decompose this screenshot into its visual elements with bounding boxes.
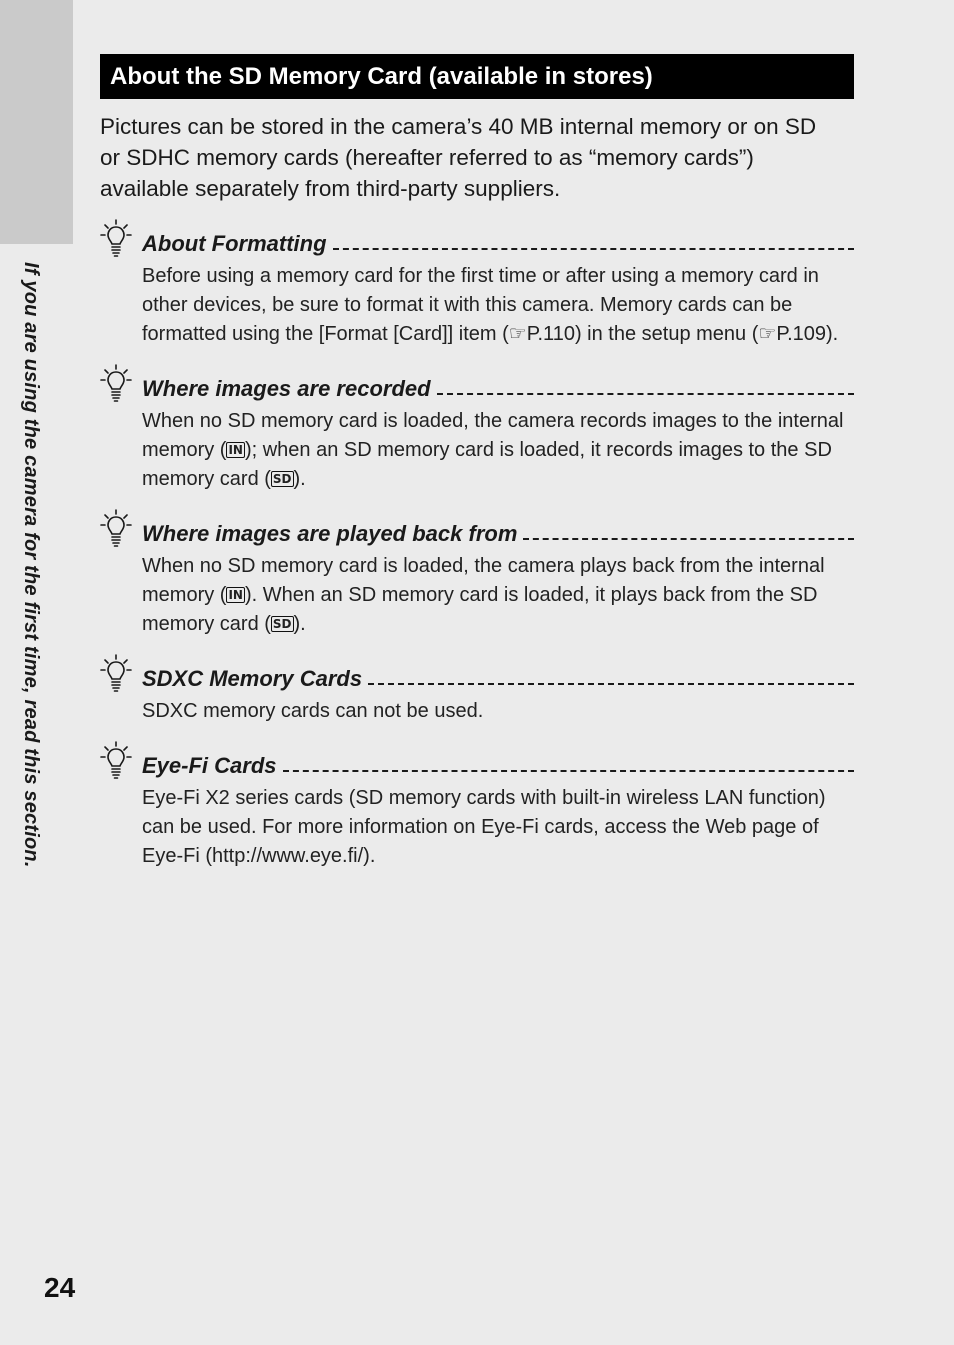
note-title: Eye-Fi Cards [142, 753, 277, 778]
lightbulb-icon [100, 218, 132, 258]
intro-paragraph: Pictures can be stored in the camera’s 40 MB internal memory or on SD or SDHC memory cards (hereafter referred to as “memory cards”) available separately from third-party suppliers. [100, 114, 817, 201]
note-where-images-recorded [100, 363, 854, 494]
dash-leader [368, 683, 854, 685]
lightbulb-icon [100, 508, 132, 548]
dash-leader [437, 393, 854, 395]
internal-memory-icon: IN [228, 443, 243, 457]
sd-card-icon: SD [272, 472, 292, 486]
dash-leader [523, 538, 854, 540]
note-body: When no SD memory card is loaded, the camera plays back from the internal memory ( IN ). When an SD memory card is loaded, it plays back from the SD memory card ( SD ). [142, 555, 825, 635]
lightbulb-icon [100, 363, 132, 403]
lightbulb-icon [100, 653, 132, 693]
note-title: SDXC Memory Cards [142, 666, 363, 691]
lightbulb-icon [100, 740, 132, 780]
note-title: About Formatting [142, 231, 327, 256]
sd-card-icon: SD [272, 617, 292, 631]
section-title: About the SD Memory Card (available in stores) [100, 54, 854, 99]
note-about-formatting [100, 218, 854, 349]
dash-leader [333, 248, 854, 250]
note-where-images-played-back [100, 508, 854, 639]
page-content [100, 54, 854, 871]
section-tab [0, 0, 73, 244]
page-reference: P.110 [526, 323, 575, 345]
internal-memory-icon: IN [228, 588, 243, 602]
note-title: Where images are played back from [142, 521, 518, 546]
pointing-hand-icon: ☞ [508, 323, 527, 345]
note-body: Before using a memory card for the first time or after using a memory card in other devices, be sure to format it with this camera. Memory cards can be formatted using the [Format [Card]] item (☞P.110) in the setup menu (☞P.109). [142, 265, 839, 345]
page-reference: P.109 [776, 323, 826, 345]
note-sdxc-memory-cards [100, 653, 854, 726]
note-title: Where images are recorded [142, 376, 431, 401]
section-side-label: If you are using the camera for the first time, read this section. [20, 262, 42, 868]
note-eye-fi-cards [100, 740, 854, 871]
dash-leader [283, 770, 855, 772]
note-body: Eye-Fi X2 series cards (SD memory cards with built-in wireless LAN function) can be used. For more information on Eye-Fi cards, access the Web page of Eye-Fi (http://www.eye.fi/). [142, 787, 826, 867]
note-body: SDXC memory cards can not be used. [142, 700, 484, 722]
pointing-hand-icon: ☞ [758, 323, 777, 345]
page-number: 24 [44, 1272, 76, 1303]
note-body: When no SD memory card is loaded, the camera records images to the internal memory ( IN ); when an SD memory card is loaded, it records images to the SD memory card ( SD ). [142, 410, 844, 490]
